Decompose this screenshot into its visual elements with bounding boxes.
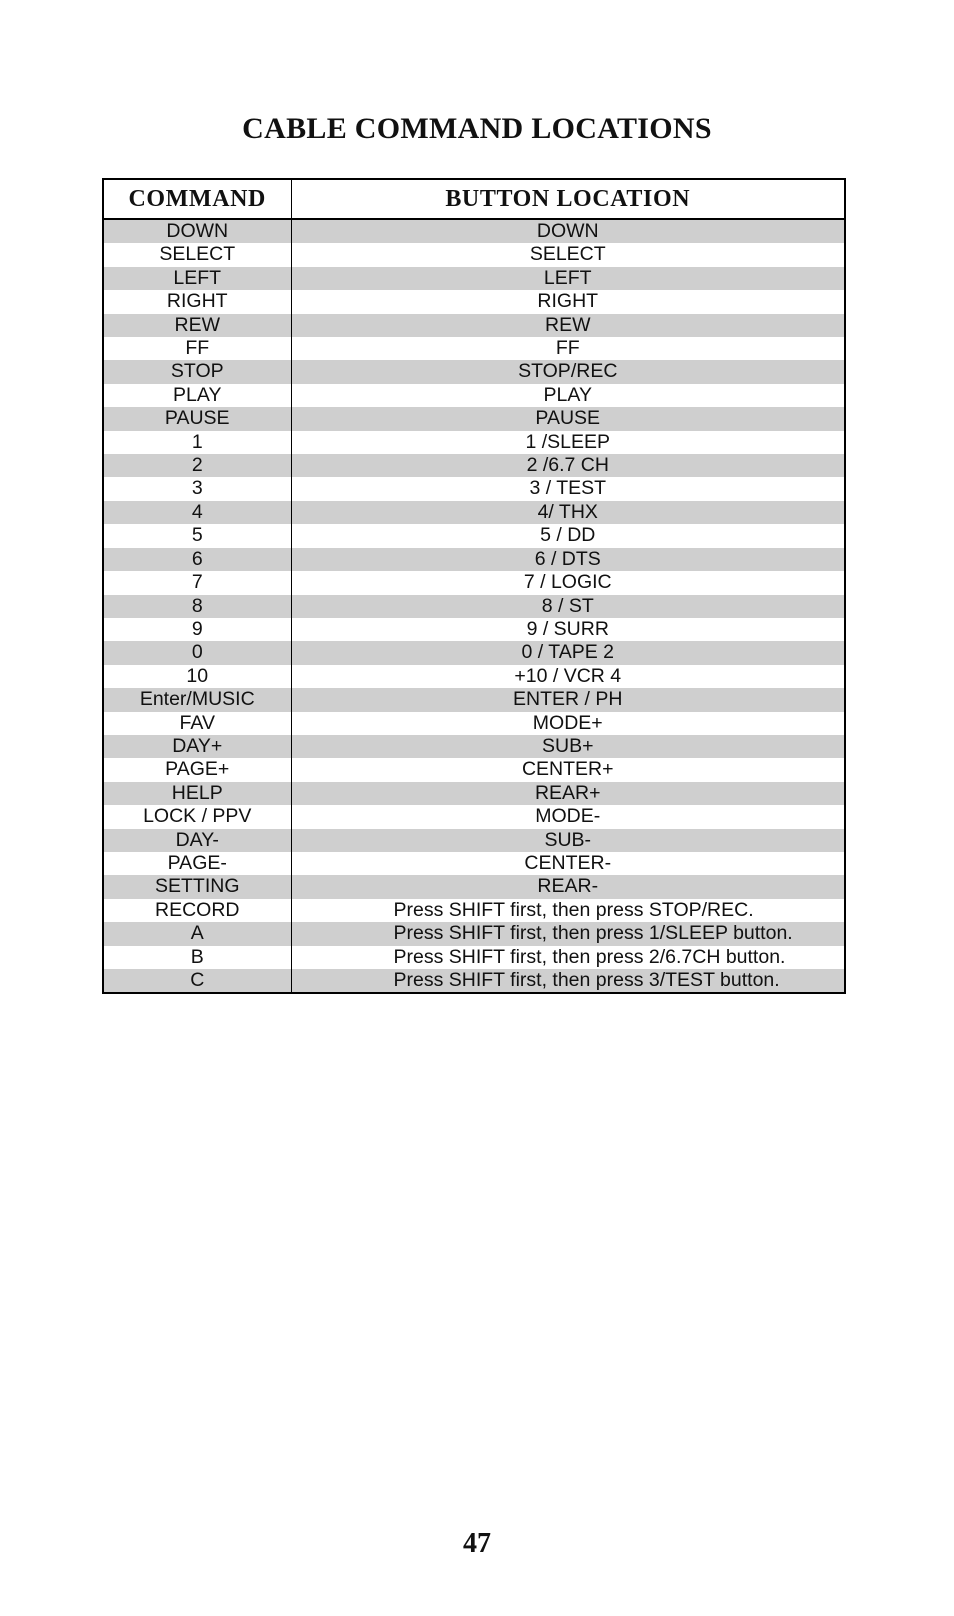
table-row bbox=[103, 219, 845, 243]
table-row bbox=[103, 290, 845, 313]
button-location-cell: Press SHIFT first, then press 2/6.7CH button. bbox=[393, 945, 786, 968]
button-location-cell: REAR- bbox=[291, 875, 845, 898]
table-row bbox=[103, 875, 845, 898]
table-row bbox=[103, 688, 845, 711]
command-cell: 3 bbox=[103, 477, 291, 500]
table-row bbox=[103, 243, 845, 266]
command-cell: PLAY bbox=[103, 384, 291, 407]
button-location-cell: 2 /6.7 CH bbox=[291, 454, 845, 477]
table-row bbox=[103, 618, 845, 641]
table-row bbox=[103, 360, 845, 383]
table-row bbox=[103, 641, 845, 664]
button-location-cell: Press SHIFT first, then press 1/SLEEP button. bbox=[291, 922, 845, 945]
button-location-cell: MODE+ bbox=[532, 711, 603, 734]
command-cell: PAGE+ bbox=[103, 758, 291, 781]
command-cell: REW bbox=[103, 314, 291, 337]
table-row bbox=[103, 899, 845, 922]
table-row bbox=[103, 477, 845, 500]
button-location-cell: REAR+ bbox=[291, 782, 845, 805]
button-location-cell: 0 / TAPE 2 bbox=[291, 641, 845, 664]
table-row bbox=[103, 267, 845, 290]
table-row bbox=[103, 407, 845, 430]
table-row bbox=[103, 946, 845, 969]
command-cell: DAY- bbox=[103, 829, 291, 852]
column-header-button-location: BUTTON LOCATION bbox=[291, 179, 845, 219]
command-cell: DAY+ bbox=[103, 735, 291, 758]
command-table bbox=[102, 178, 846, 994]
table-row bbox=[103, 384, 845, 407]
table-row bbox=[103, 524, 845, 547]
command-cell: 9 bbox=[103, 618, 291, 641]
command-cell: HELP bbox=[103, 782, 291, 805]
column-header-command: COMMAND bbox=[103, 179, 291, 219]
command-table-container bbox=[102, 178, 844, 994]
table-row bbox=[103, 454, 845, 477]
button-location-cell: +10 / VCR 4 bbox=[514, 664, 622, 687]
table-row bbox=[103, 337, 845, 360]
table-row bbox=[103, 665, 845, 688]
button-location-cell: 4/ THX bbox=[291, 501, 845, 524]
table-row bbox=[103, 595, 845, 618]
command-cell: FAV bbox=[103, 712, 291, 735]
button-location-cell: SELECT bbox=[529, 243, 606, 266]
table-header-row bbox=[103, 179, 845, 219]
table-row bbox=[103, 969, 845, 993]
button-location-cell: MODE- bbox=[535, 805, 601, 828]
command-cell: 7 bbox=[103, 571, 291, 594]
page-title: CABLE COMMAND LOCATIONS bbox=[242, 112, 712, 145]
table-row bbox=[103, 431, 845, 454]
button-location-cell: PLAY bbox=[543, 383, 592, 406]
command-cell: 4 bbox=[103, 501, 291, 524]
table-row bbox=[103, 735, 845, 758]
command-cell: RIGHT bbox=[103, 290, 291, 313]
button-location-cell: 9 / SURR bbox=[526, 617, 609, 640]
button-location-cell: PAUSE bbox=[291, 407, 845, 430]
button-location-cell: 7 / LOGIC bbox=[523, 571, 612, 594]
command-cell: LOCK / PPV bbox=[103, 805, 291, 828]
command-cell: 8 bbox=[103, 595, 291, 618]
button-location-cell: CENTER- bbox=[524, 851, 612, 874]
command-cell: SETTING bbox=[103, 875, 291, 898]
table-body bbox=[103, 219, 845, 993]
button-location-cell: SUB+ bbox=[291, 735, 845, 758]
command-cell: C bbox=[103, 969, 291, 993]
table-row bbox=[103, 758, 845, 781]
button-location-cell: Press SHIFT first, then press STOP/REC. bbox=[393, 898, 754, 921]
table-row bbox=[103, 829, 845, 852]
page-number: 47 bbox=[463, 1528, 491, 1559]
button-location-cell: FF bbox=[555, 337, 580, 360]
command-cell: LEFT bbox=[103, 267, 291, 290]
command-cell: PAUSE bbox=[103, 407, 291, 430]
command-cell: Enter/MUSIC bbox=[103, 688, 291, 711]
table-row bbox=[103, 712, 845, 735]
button-location-cell: LEFT bbox=[291, 267, 845, 290]
button-location-cell: 5 / DD bbox=[540, 524, 596, 547]
table-row bbox=[103, 571, 845, 594]
command-cell: RECORD bbox=[103, 899, 291, 922]
command-cell: B bbox=[103, 946, 291, 969]
table-row bbox=[103, 922, 845, 945]
command-cell: SELECT bbox=[103, 243, 291, 266]
button-location-cell: Press SHIFT first, then press 3/TEST button. bbox=[291, 969, 845, 993]
command-cell: FF bbox=[103, 337, 291, 360]
table-row bbox=[103, 852, 845, 875]
command-cell: 0 bbox=[103, 641, 291, 664]
command-cell: STOP bbox=[103, 360, 291, 383]
button-location-cell: 1 /SLEEP bbox=[525, 430, 611, 453]
button-location-cell: CENTER+ bbox=[521, 758, 614, 781]
button-location-cell: 3 / TEST bbox=[529, 477, 607, 500]
table-row bbox=[103, 501, 845, 524]
button-location-cell: DOWN bbox=[291, 219, 845, 243]
command-cell: 10 bbox=[103, 665, 291, 688]
table-row bbox=[103, 314, 845, 337]
command-cell: DOWN bbox=[103, 219, 291, 243]
button-location-cell: 6 / DTS bbox=[291, 548, 845, 571]
table-row bbox=[103, 805, 845, 828]
button-location-cell: ENTER / PH bbox=[291, 688, 845, 711]
command-cell: 1 bbox=[103, 431, 291, 454]
button-location-cell: STOP/REC bbox=[291, 360, 845, 383]
command-cell: PAGE- bbox=[103, 852, 291, 875]
button-location-cell: SUB- bbox=[291, 829, 845, 852]
command-cell: 6 bbox=[103, 548, 291, 571]
table-row bbox=[103, 548, 845, 571]
command-cell: 5 bbox=[103, 524, 291, 547]
table-row bbox=[103, 782, 845, 805]
command-cell: A bbox=[103, 922, 291, 945]
command-cell: 2 bbox=[103, 454, 291, 477]
button-location-cell: REW bbox=[291, 314, 845, 337]
button-location-cell: 8 / ST bbox=[291, 595, 845, 618]
button-location-cell: RIGHT bbox=[537, 290, 599, 313]
